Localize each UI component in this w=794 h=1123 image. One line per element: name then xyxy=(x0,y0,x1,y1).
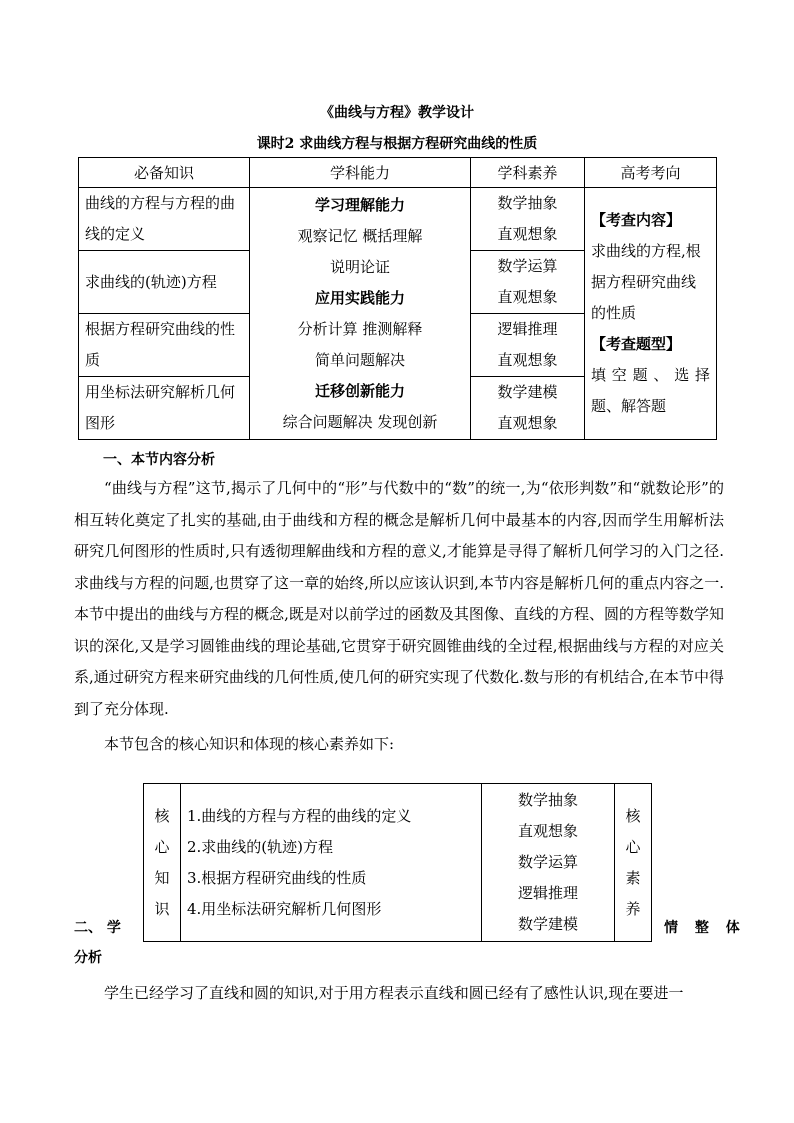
exam-type-label: 【考查题型】 xyxy=(591,335,682,353)
body-paragraph: 本节包含的核心知识和体现的核心素养如下: xyxy=(104,735,395,753)
label-char: 识 xyxy=(154,899,170,918)
knowledge-item: 根据方程研究曲线的性质 xyxy=(79,314,250,377)
label-char: 知 xyxy=(154,868,170,887)
label-char: 养 xyxy=(625,899,641,918)
core-knowledge-list xyxy=(181,784,482,942)
list-item: 数学运算 xyxy=(517,853,578,871)
knowledge-item: 曲线的方程与方程的曲线的定义 xyxy=(79,188,250,251)
literacy-item: 直观想象 xyxy=(497,288,558,306)
exam-content-label: 【考查内容】 xyxy=(591,211,682,229)
core-table xyxy=(143,783,652,942)
list-item: 直观想象 xyxy=(517,822,578,840)
label-char: 核 xyxy=(625,806,641,825)
literacy-cell xyxy=(471,314,585,377)
list-item: 2.求曲线的(轨迹)方程 xyxy=(187,837,334,856)
core-knowledge-label xyxy=(144,784,181,942)
document-title: 《曲线与方程》教学设计 xyxy=(320,105,474,121)
document-subtitle: 课时2 求曲线方程与根据方程研究曲线的性质 xyxy=(256,136,538,152)
body-paragraph: “曲线与方程”这节,揭示了几何中的“形”与代数中的“数”的统一,为“依形判数”和“就数论形”的相互转化奠定了扎实的基础,由于曲线和方程的概念是解析几何中最基本的内容,因而学生用解析法研究几何图形的性质时,只有透彻理解曲线和方程的意义,才能算是寻得了解析几何学习的入门之径.求曲线与方程的问题,也贯穿了这一章的始终,所以应该认识到,本节内容是解析几何的重点内容之一.本节中提出的曲线与方程的概念,既是对以前学过的函数及其图像、直线的方程、圆的方程等数学知识的深化,又是学习圆锥曲线的理论基础,它贯穿于研究圆锥曲线的全过程,根据曲线与方程的对应关系,通过研究方程来研究曲线的几何性质,使几何的研究实现了代数化.数与形的有机结合,在本节中得到了充分体现. xyxy=(74,479,724,718)
list-item: 逻辑推理 xyxy=(517,884,578,902)
literacy-item: 直观想象 xyxy=(497,351,558,369)
literacy-item: 数学建模 xyxy=(497,383,558,401)
core-literacy-list xyxy=(482,784,615,942)
list-item: 4.用坐标法研究解析几何图形 xyxy=(187,899,382,918)
section2-heading-part: 情 整 体 xyxy=(664,920,746,936)
list-item: 数学建模 xyxy=(517,915,578,933)
list-item: 数学抽象 xyxy=(517,791,578,809)
literacy-item: 数学运算 xyxy=(497,257,558,275)
header-knowledge: 必备知识 xyxy=(79,158,250,188)
header-exam: 高考考向 xyxy=(585,158,717,188)
overview-header-row xyxy=(79,158,717,188)
section2-heading-part: 分析 xyxy=(74,950,102,966)
literacy-item: 直观想象 xyxy=(497,225,558,243)
literacy-item: 数学抽象 xyxy=(497,194,558,212)
exam-content-text: 求曲线的方程,根据方程研究曲线的性质 xyxy=(591,242,701,322)
abilities-cell xyxy=(250,188,471,440)
list-item: 1.曲线的方程与方程的曲线的定义 xyxy=(187,806,412,825)
literacy-item: 直观想象 xyxy=(497,414,558,432)
label-char: 核 xyxy=(154,806,170,825)
section2-heading-part: 二、 学 xyxy=(74,920,121,936)
ability-item: 说明论证 xyxy=(329,257,390,276)
label-char: 素 xyxy=(625,868,641,887)
ability-item: 简单问题解决 xyxy=(314,350,405,369)
ability-group-title: 学习理解能力 xyxy=(314,195,405,214)
header-ability: 学科能力 xyxy=(250,158,471,188)
literacy-item: 逻辑推理 xyxy=(497,320,558,338)
exam-type-text: 填空题、选择题、解答题 xyxy=(591,366,710,415)
overview-table xyxy=(78,157,717,440)
knowledge-item: 求曲线的(轨迹)方程 xyxy=(79,251,250,314)
body-paragraph: 学生已经学习了直线和圆的知识,对于用方程表示直线和圆已经有了感性认识,现在要进一 xyxy=(104,984,684,1002)
header-literacy: 学科素养 xyxy=(471,158,585,188)
section-heading: 一、本节内容分析 xyxy=(103,452,215,468)
ability-item: 分析计算 推测解释 xyxy=(297,319,423,338)
ability-item: 观察记忆 概括理解 xyxy=(297,226,423,245)
exam-cell xyxy=(585,188,717,440)
knowledge-item: 用坐标法研究解析几何图形 xyxy=(79,377,250,440)
literacy-cell xyxy=(471,377,585,440)
core-literacy-label xyxy=(615,784,652,942)
ability-item: 综合问题解决 发现创新 xyxy=(282,412,438,431)
ability-group-title: 迁移创新能力 xyxy=(314,381,405,400)
literacy-cell xyxy=(471,251,585,314)
label-char: 心 xyxy=(625,837,641,856)
literacy-cell xyxy=(471,188,585,251)
list-item: 3.根据方程研究曲线的性质 xyxy=(187,868,367,887)
ability-group-title: 应用实践能力 xyxy=(314,288,405,307)
label-char: 心 xyxy=(154,837,170,856)
